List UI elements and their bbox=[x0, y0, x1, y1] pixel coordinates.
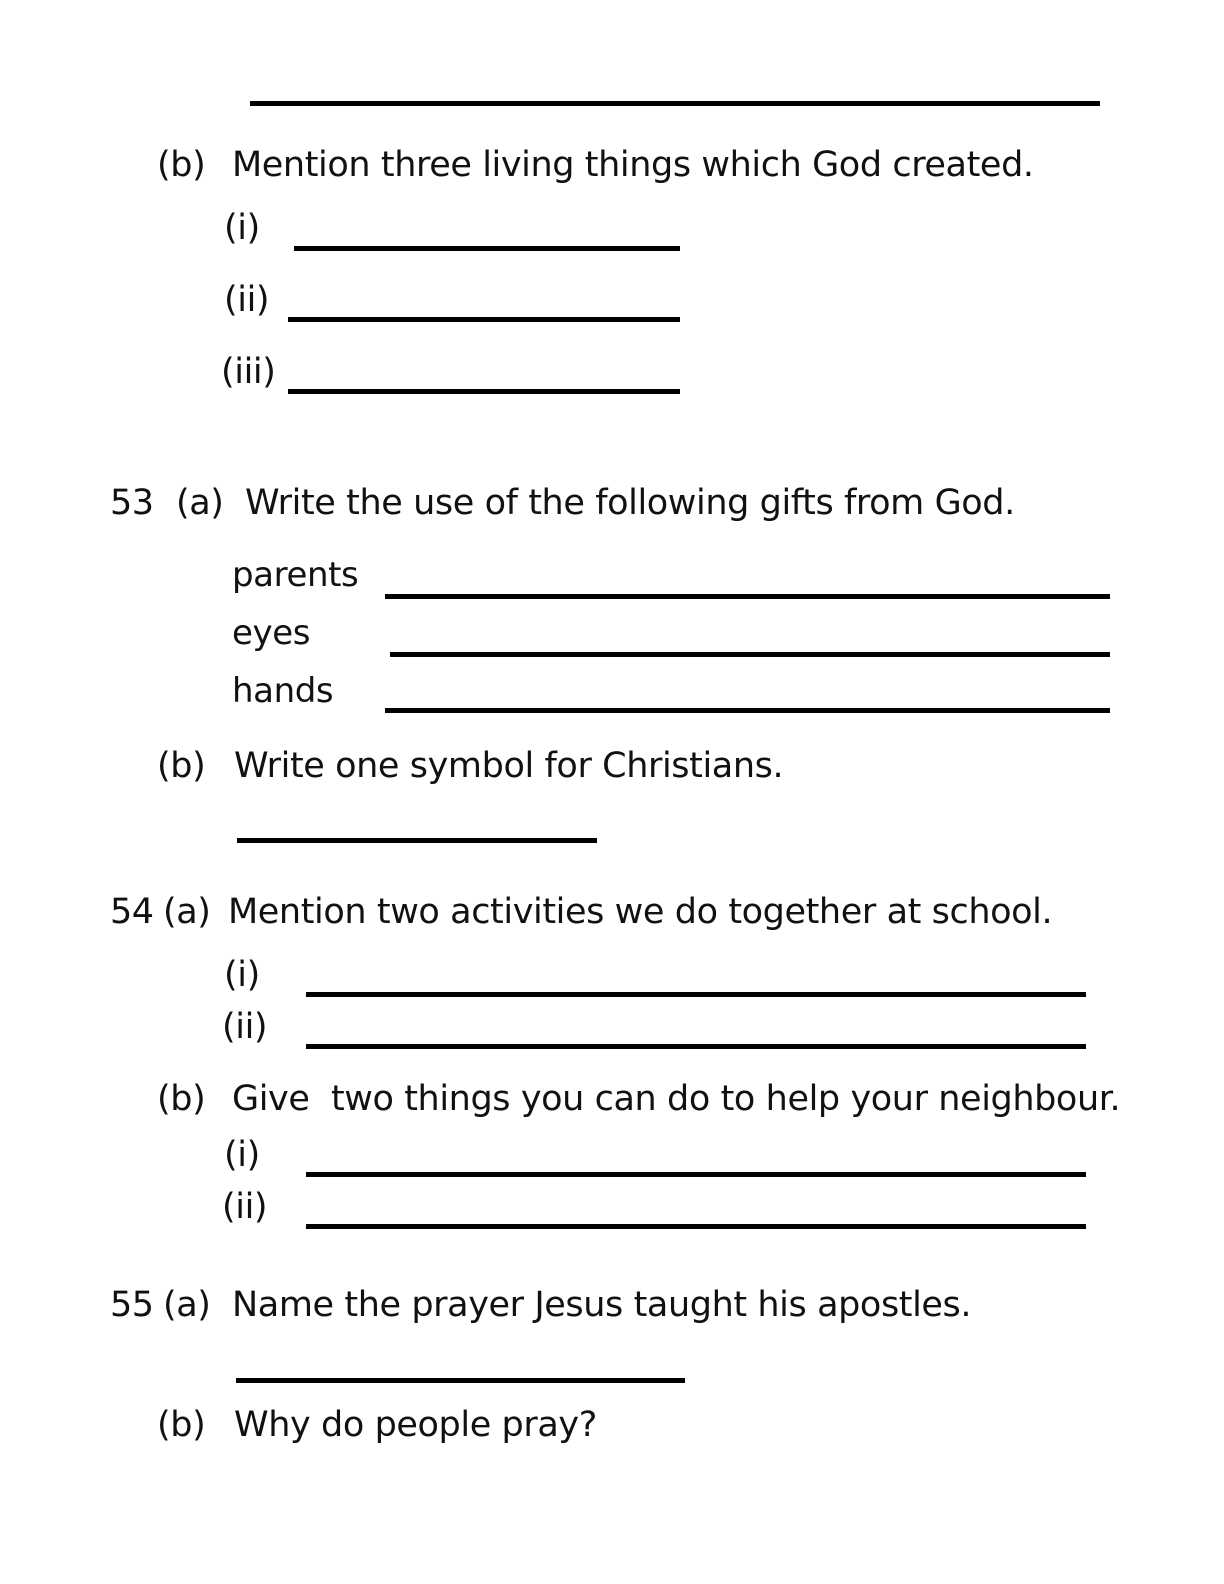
q54b-answer-line-i[interactable] bbox=[306, 1172, 1086, 1177]
q52-part-b-text: Mention three living things which God created. bbox=[232, 145, 1034, 185]
q53b-answer-line[interactable] bbox=[237, 838, 597, 843]
q53-part-b-label: (b) bbox=[157, 746, 206, 786]
q55-part-b-text: Why do people pray? bbox=[234, 1405, 597, 1445]
q53-part-a-label: (a) bbox=[176, 483, 224, 523]
q52b-answer-line-i[interactable] bbox=[294, 246, 680, 251]
q52b-answer-line-ii[interactable] bbox=[288, 317, 680, 322]
q54b-answer-line-ii[interactable] bbox=[306, 1224, 1086, 1229]
q52b-answer-line-iii[interactable] bbox=[288, 389, 680, 394]
q55-part-a-text: Name the prayer Jesus taught his apostles. bbox=[232, 1285, 972, 1325]
question-number-54: 54 bbox=[110, 892, 154, 932]
q54b-answer-marker-i: (i) bbox=[224, 1135, 260, 1175]
question-number-55: 55 bbox=[110, 1285, 154, 1325]
q54a-answer-line-ii[interactable] bbox=[306, 1044, 1086, 1049]
q55-part-a-label: (a) bbox=[163, 1285, 211, 1325]
q52-part-b-label: (b) bbox=[157, 145, 206, 185]
q54-part-a-text: Mention two activities we do together at school. bbox=[228, 892, 1053, 932]
q53a-item-parents: parents bbox=[232, 555, 359, 595]
q55a-answer-line[interactable] bbox=[236, 1378, 685, 1383]
q54b-answer-marker-ii: (ii) bbox=[222, 1187, 268, 1227]
q54a-answer-marker-ii: (ii) bbox=[222, 1007, 268, 1047]
question-number-53: 53 bbox=[110, 483, 154, 523]
q53-part-b-text: Write one symbol for Christians. bbox=[234, 746, 784, 786]
q53a-answer-line-hands[interactable] bbox=[385, 708, 1110, 713]
q53-part-a-text: Write the use of the following gifts from God. bbox=[245, 483, 1015, 523]
q54a-answer-line-i[interactable] bbox=[306, 992, 1086, 997]
q54-part-a-label: (a) bbox=[163, 892, 211, 932]
q54-part-b-text: Give two things you can do to help your neighbour. bbox=[232, 1079, 1121, 1119]
q52b-answer-marker-ii: (ii) bbox=[224, 280, 270, 320]
q53a-item-hands: hands bbox=[232, 671, 334, 711]
q52b-answer-marker-i: (i) bbox=[224, 208, 260, 248]
q55-part-b-label: (b) bbox=[157, 1405, 206, 1445]
q53a-answer-line-eyes[interactable] bbox=[390, 652, 1110, 657]
q53a-item-eyes: eyes bbox=[232, 613, 311, 653]
q53a-answer-line-parents[interactable] bbox=[385, 594, 1110, 599]
continuation-rule bbox=[250, 101, 1100, 106]
q54-part-b-label: (b) bbox=[157, 1079, 206, 1119]
q52b-answer-marker-iii: (iii) bbox=[221, 352, 276, 392]
q54a-answer-marker-i: (i) bbox=[224, 955, 260, 995]
